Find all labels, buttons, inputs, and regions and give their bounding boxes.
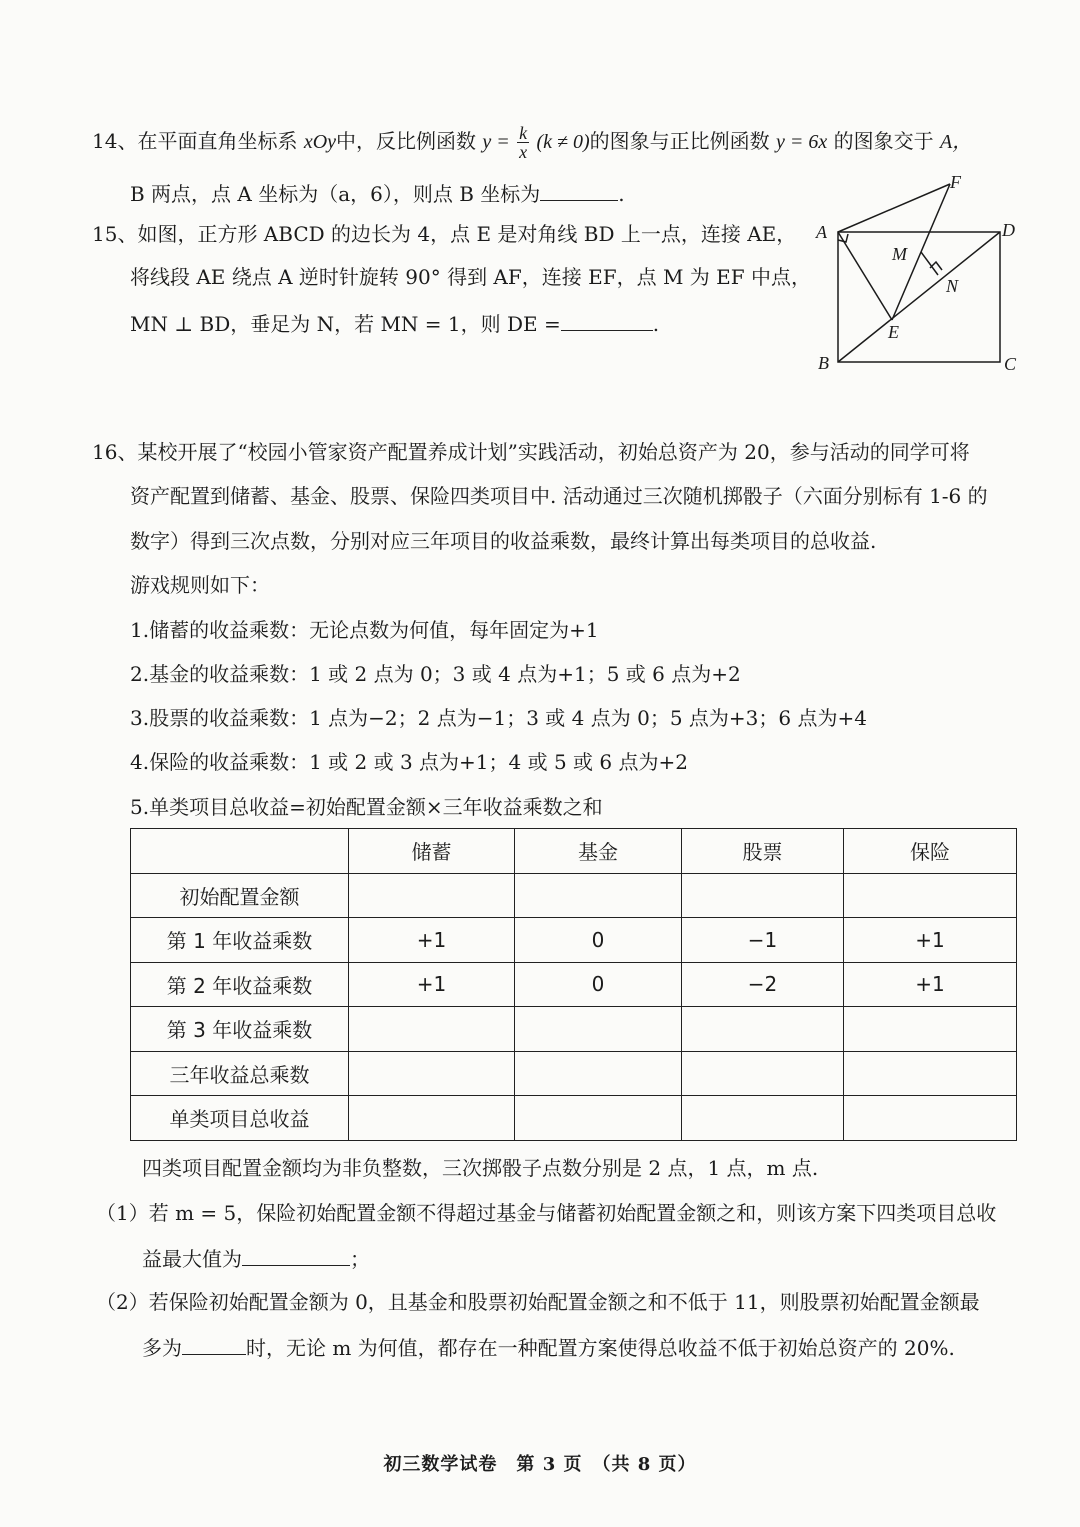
q15-answer-blank[interactable] <box>561 310 653 331</box>
q16-sub1-line1: （1）若 m = 5，保险初始配置金额不得超过基金与储蓄初始配置金额之和，则该方案下四类项目总收 <box>96 1201 997 1225</box>
q16-sub2-answer-blank[interactable] <box>182 1334 246 1355</box>
q16-para2: 资产配置到储蓄、基金、股票、保险四类项目中. 活动通过三次随机掷骰子（六面分别标有 1-6 的 <box>130 484 988 508</box>
table-cell: 0 <box>515 918 682 963</box>
page-footer: 初三数学试卷 第 3 页 （共 8 页） <box>383 1454 697 1475</box>
q14-line2: B 两点，点 A 坐标为（a，6），则点 B 坐标为 . <box>130 182 625 206</box>
rules-title: 游戏规则如下： <box>130 573 270 597</box>
label-a: A <box>816 222 827 242</box>
q15-line1: 15、如图，正方形 ABCD 的边长为 4，点 E 是对角线 BD 上一点，连接 AE， <box>92 222 797 246</box>
row-label: 第 2 年收益乘数 <box>131 962 349 1007</box>
q16-after-table: 四类项目配置金额均为非负整数，三次掷骰子点数分别是 2 点，1 点，m 点. <box>142 1156 819 1180</box>
table-cell[interactable] <box>682 1096 844 1141</box>
table-cell: −1 <box>682 918 844 963</box>
table-cell: +1 <box>349 918 515 963</box>
right-angle-mark-n <box>930 262 942 270</box>
rule-4: 4.保险的收益乘数：1 或 2 或 3 点为+1；4 或 5 或 6 点为+2 <box>130 750 688 774</box>
row-label: 第 3 年收益乘数 <box>131 1007 349 1052</box>
table-cell: +1 <box>349 962 515 1007</box>
q16-para3: 数字）得到三次点数，分别对应三年项目的收益乘数，最终计算出每类项目的总收益. <box>130 529 877 553</box>
rule-5: 5.单类项目总收益=初始配置金额×三年收益乘数之和 <box>130 795 603 819</box>
q16-sub2-line2: 多为 时，无论 m 为何值，都存在一种配置方案使得总收益不低于初始总资产的 20%. <box>142 1336 955 1360</box>
rule-3: 3.股票的收益乘数：1 点为−2；2 点为−1；3 或 4 点为 0；5 点为+3；6 点为+4 <box>130 706 867 730</box>
q15-line2: 将线段 AE 绕点 A 逆时针旋转 90° 得到 AF，连接 EF，点 M 为 EF 中点， <box>130 265 811 289</box>
table-header-cell: 保险 <box>844 829 1017 874</box>
table-cell[interactable] <box>349 873 515 918</box>
q16-sub2-line1: （2）若保险初始配置金额为 0，且基金和股票初始配置金额之和不低于 11，则股票初始配置金额最 <box>96 1290 980 1314</box>
q16-sub1-line2: 益最大值为 ； <box>142 1247 370 1271</box>
table-header-cell: 基金 <box>515 829 682 874</box>
row-label: 三年收益总乘数 <box>131 1051 349 1096</box>
table-cell[interactable] <box>844 1051 1017 1096</box>
label-d: D <box>1002 220 1015 240</box>
square-figure <box>810 170 1030 380</box>
table-cell[interactable] <box>515 873 682 918</box>
table-cell[interactable] <box>515 1051 682 1096</box>
table-cell[interactable] <box>515 1007 682 1052</box>
label-f: F <box>950 172 961 192</box>
table-header-row <box>131 829 1017 874</box>
diagonal-bd <box>838 232 1000 362</box>
table-cell[interactable] <box>349 1096 515 1141</box>
table-row <box>131 1051 1017 1096</box>
table-cell[interactable] <box>844 1096 1017 1141</box>
table-cell: +1 <box>844 918 1017 963</box>
table-header-cell <box>131 829 349 874</box>
table-cell[interactable] <box>682 1007 844 1052</box>
table-cell: −2 <box>682 962 844 1007</box>
table-row <box>131 873 1017 918</box>
q16-sub1-answer-blank[interactable] <box>242 1245 350 1266</box>
table-row <box>131 918 1017 963</box>
table-cell[interactable] <box>844 1007 1017 1052</box>
label-e: E <box>888 322 899 342</box>
table-row <box>131 1007 1017 1052</box>
table-cell[interactable] <box>349 1007 515 1052</box>
q15-line3: MN ⊥ BD，垂足为 N，若 MN = 1，则 DE = . <box>130 312 660 336</box>
table-row <box>131 1096 1017 1141</box>
table-cell[interactable] <box>515 1096 682 1141</box>
label-b: B <box>818 353 829 373</box>
returns-table <box>130 828 1017 1141</box>
table-cell: 0 <box>515 962 682 1007</box>
q14-line1: 14、在平面直角坐标系 xOy中，反比例函数 y = $\frac{k}{x}$ (k ≠ 0)的图象与正比例函数 y = 6x 的图象交于 A， <box>92 123 973 162</box>
q14-fraction: $\frac{k}{x}$ <box>519 123 528 162</box>
table-header-cell: 储蓄 <box>349 829 515 874</box>
label-n: N <box>946 276 959 296</box>
q14-answer-blank[interactable] <box>540 180 618 201</box>
row-label: 初始配置金额 <box>131 873 349 918</box>
label-m: M <box>892 244 907 264</box>
q16-para1: 16、某校开展了“校园小管家资产配置养成计划”实践活动，初始总资产为 20，参与活动的同学可将 <box>92 440 970 464</box>
label-c: C <box>1004 354 1017 374</box>
table-cell[interactable] <box>349 1051 515 1096</box>
table-header-cell: 股票 <box>682 829 844 874</box>
table-cell[interactable] <box>844 873 1017 918</box>
q14-number: 14、 <box>92 129 138 153</box>
table-cell[interactable] <box>682 873 844 918</box>
rule-1: 1.储蓄的收益乘数：无论点数为何值，每年固定为+1 <box>130 618 599 642</box>
table-cell[interactable] <box>682 1051 844 1096</box>
row-label: 单类项目总收益 <box>131 1096 349 1141</box>
q16-number: 16、 <box>92 440 138 464</box>
q15-number: 15、 <box>92 222 138 246</box>
table-row <box>131 962 1017 1007</box>
row-label: 第 1 年收益乘数 <box>131 918 349 963</box>
table-cell: +1 <box>844 962 1017 1007</box>
segment-ae <box>838 232 892 320</box>
rule-2: 2.基金的收益乘数：1 或 2 点为 0；3 或 4 点为+1；5 或 6 点为+2 <box>130 662 741 686</box>
